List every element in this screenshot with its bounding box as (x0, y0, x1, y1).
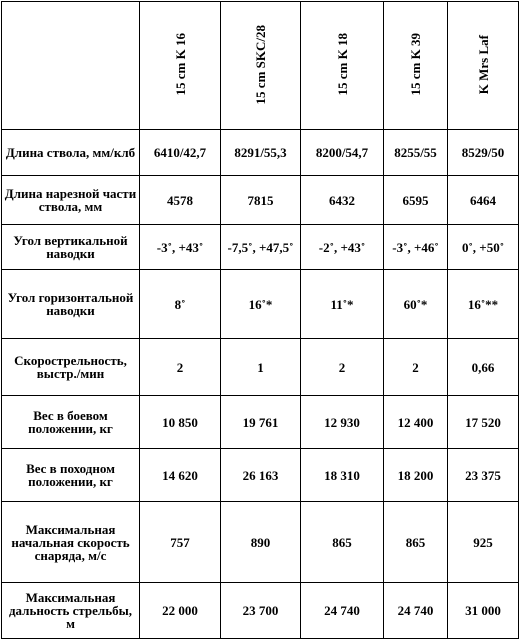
table-row-barrel-length (2, 130, 519, 176)
table-cell: 0˚, +50˚ (448, 225, 519, 270)
table-cell: 12 400 (384, 396, 448, 449)
table-row-rate-of-fire (2, 339, 519, 396)
table-cell: 60˚* (384, 270, 448, 339)
table-row-traverse (2, 270, 519, 339)
table-cell: 19 761 (221, 396, 301, 449)
table-cell: 22 000 (140, 583, 221, 639)
row-label: Максимальная дальность стрельбы, м (2, 583, 140, 639)
table-cell: 14 620 (140, 449, 221, 502)
table-cell: 1 (221, 339, 301, 396)
table-cell: 8˚ (140, 270, 221, 339)
row-label: Вес в походном положении, кг (2, 449, 140, 502)
table-cell: 0,66 (448, 339, 519, 396)
table-cell: 16˚** (448, 270, 519, 339)
table-cell: 8200/54,7 (301, 130, 384, 176)
table-cell: 8529/50 (448, 130, 519, 176)
column-header-label: K Mrs Laf (475, 34, 491, 95)
table-cell: 2 (384, 339, 448, 396)
row-label: Скорострельность, выстр./мин (2, 339, 140, 396)
table-cell: 925 (448, 502, 519, 583)
table-cell: -2˚, +43˚ (301, 225, 384, 270)
header-row (2, 2, 519, 130)
column-header-k16 (140, 2, 221, 130)
table-cell: 10 850 (140, 396, 221, 449)
row-label: Длина нарезной части ствола, мм (2, 176, 140, 225)
corner-cell (2, 2, 140, 130)
table-cell: 18 310 (301, 449, 384, 502)
table-cell: -3˚, +43˚ (140, 225, 221, 270)
table-cell: 4578 (140, 176, 221, 225)
table-cell: 2 (301, 339, 384, 396)
table-cell: 18 200 (384, 449, 448, 502)
table-cell: 2 (140, 339, 221, 396)
table-cell: 757 (140, 502, 221, 583)
table-cell: 12 930 (301, 396, 384, 449)
column-header-k18 (301, 2, 384, 130)
spec-table (1, 1, 519, 639)
table-cell: 6464 (448, 176, 519, 225)
table-cell: 23 375 (448, 449, 519, 502)
column-header-label: 15 cm K 16 (172, 33, 188, 96)
table-cell: 11˚* (301, 270, 384, 339)
table-row-max-range (2, 583, 519, 639)
table-cell: 6410/42,7 (140, 130, 221, 176)
table-cell: 31 000 (448, 583, 519, 639)
row-label: Угол горизонтальной наводки (2, 270, 140, 339)
table-cell: -3˚, +46˚ (384, 225, 448, 270)
table-row-elevation (2, 225, 519, 270)
column-header-skc28 (221, 2, 301, 130)
row-label: Длина ствола, мм/клб (2, 130, 140, 176)
column-header-label: 15 cm K 18 (334, 33, 350, 96)
row-label: Вес в боевом положении, кг (2, 396, 140, 449)
column-header-k-mrs-laf (448, 2, 519, 130)
table-row-muzzle-velocity (2, 502, 519, 583)
table-cell: 6595 (384, 176, 448, 225)
table-cell: 865 (384, 502, 448, 583)
table-cell: 16˚* (221, 270, 301, 339)
row-label: Угол вертикальной наводки (2, 225, 140, 270)
table-row-travel-weight (2, 449, 519, 502)
column-header-k39 (384, 2, 448, 130)
table-cell: 8255/55 (384, 130, 448, 176)
column-header-label: 15 cm SKC/28 (253, 24, 268, 105)
table-cell: -7,5˚, +47,5˚ (221, 225, 301, 270)
table-cell: 8291/55,3 (221, 130, 301, 176)
column-header-label: 15 cm K 39 (408, 33, 423, 96)
table-cell: 865 (301, 502, 384, 583)
table-row-rifled-length (2, 176, 519, 225)
table-cell: 7815 (221, 176, 301, 225)
table-cell: 24 740 (301, 583, 384, 639)
row-label: Максимальная начальная скорость снаряда, м/с (2, 502, 140, 583)
table-cell: 17 520 (448, 396, 519, 449)
table-cell: 26 163 (221, 449, 301, 502)
table-row-combat-weight (2, 396, 519, 449)
table-cell: 890 (221, 502, 301, 583)
table-cell: 23 700 (221, 583, 301, 639)
table-cell: 24 740 (384, 583, 448, 639)
table-cell: 6432 (301, 176, 384, 225)
